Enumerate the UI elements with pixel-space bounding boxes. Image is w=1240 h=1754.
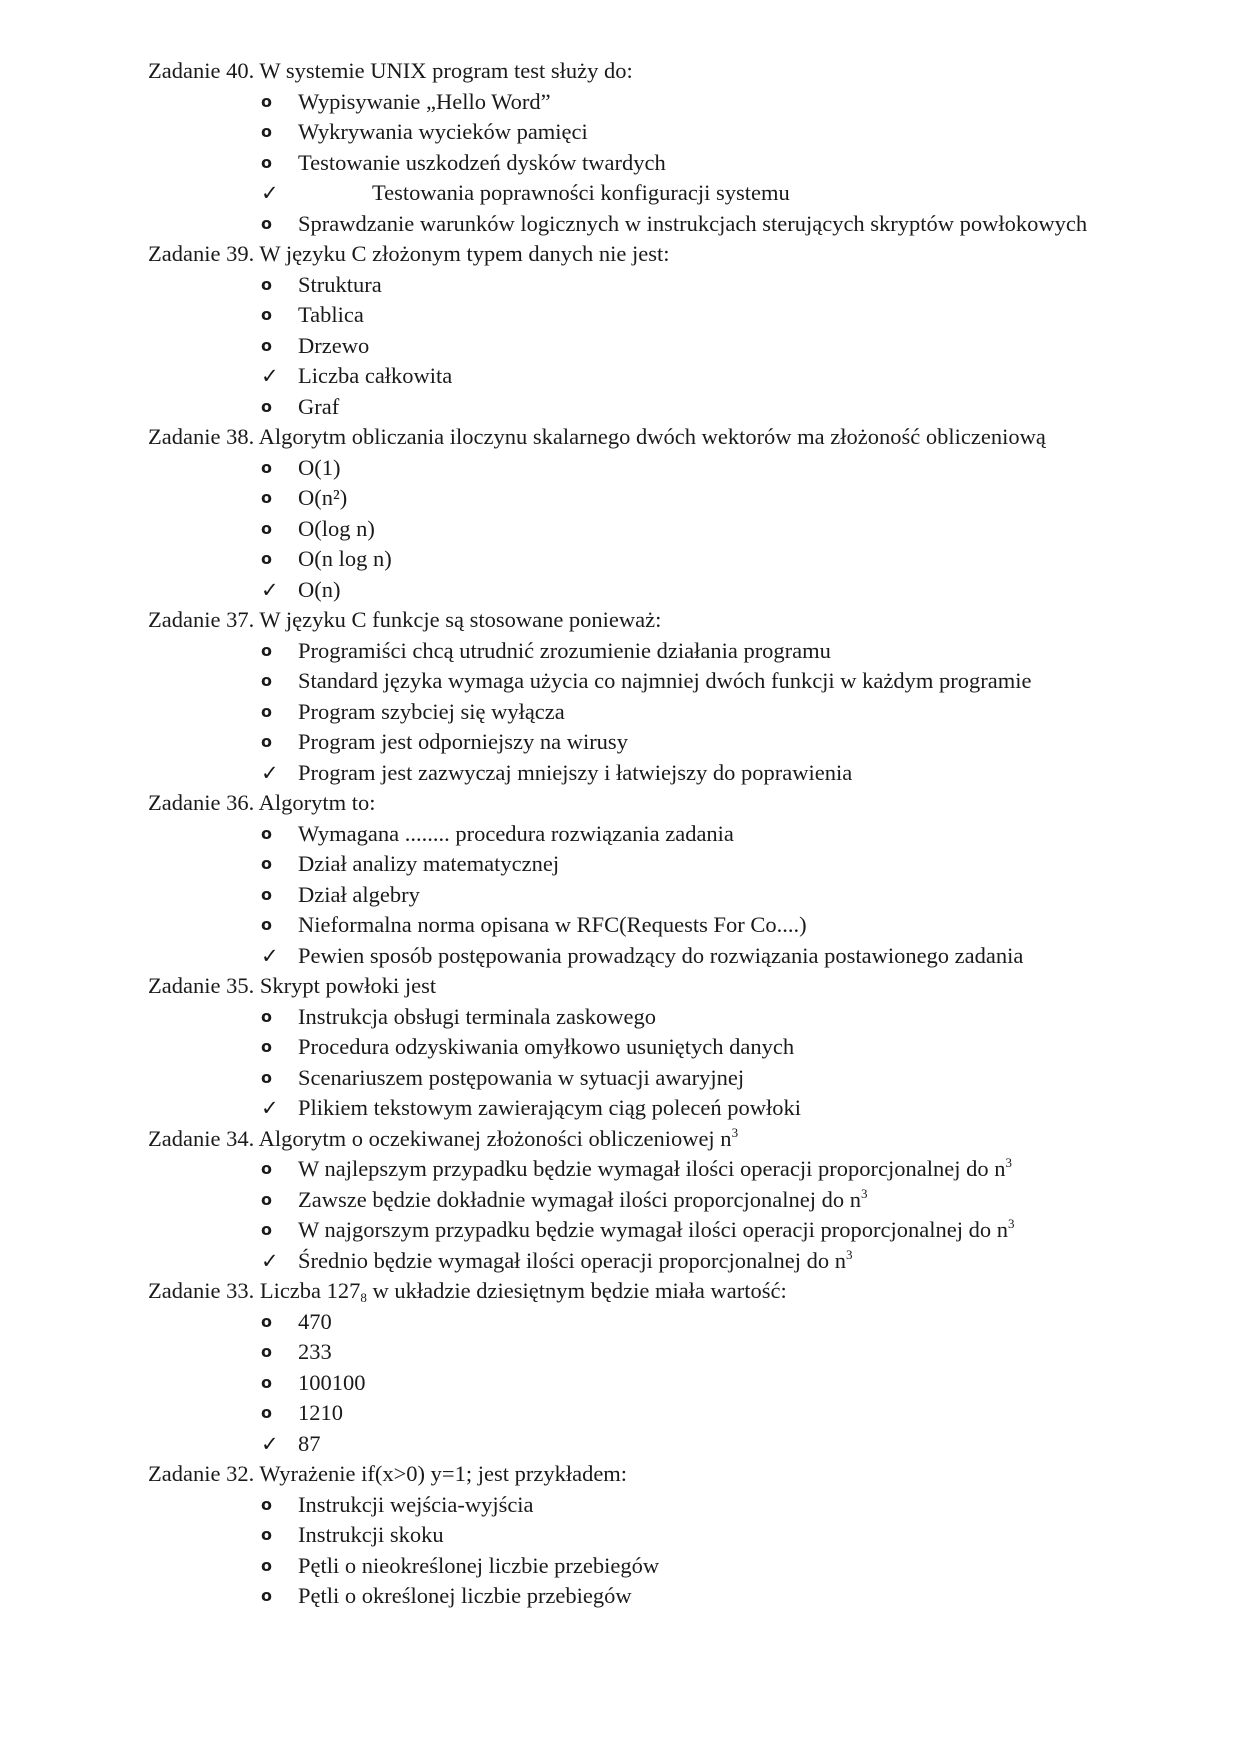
question-subscript: 8 [360,1290,367,1305]
answer-option [148,1032,1148,1063]
answer-option [148,1063,1148,1094]
circle-bullet-icon: o [261,1372,272,1392]
answer-text: Zawsze będzie dokładnie wymagał ilości proporcjonalnej do n [298,1186,861,1212]
task-question-tail: w układzie dziesiętnym będzie miała wartość: [366,1278,787,1303]
task-question-text: Zadanie 38. Algorytm obliczania iloczynu skalarnego dwóch wektorów ma złożoność obliczeniową [148,424,1046,449]
answer-text-wrap [298,1490,1148,1521]
circle-bullet-icon: o [261,823,272,843]
answer-text: O(log n) [298,515,375,541]
answer-text: Instrukcji skoku [298,1522,444,1547]
answer-list [148,636,1148,789]
answer-text-wrap [298,117,1148,148]
circle-bullet-icon: o [261,1067,272,1087]
answer-option-correct [148,758,1148,789]
task-question [148,788,1148,819]
answer-option [148,636,1148,667]
task-question [148,605,1148,636]
answer-list [148,819,1148,972]
answer-text: Program szybciej się wyłącza [298,698,565,724]
answer-option [148,727,1148,758]
answer-text: Liczba całkowita [298,363,453,388]
question-superscript: 3 [731,1124,739,1140]
circle-bullet-icon: o [261,854,272,873]
answer-text: Testowanie uszkodzeń dysków twardych [298,149,666,175]
check-mark-icon: ✓ [261,181,279,205]
answer-option-correct [148,941,1148,972]
answer-option [148,117,1148,148]
answer-option [148,1337,1148,1368]
answer-text-wrap [298,1429,1148,1460]
answer-text: Struktura [298,271,382,297]
answer-text: Program jest zazwyczaj mniejszy i łatwiejszy do poprawienia [298,759,853,785]
circle-bullet-icon: o [261,1494,272,1514]
check-mark-icon: ✓ [261,760,279,785]
answer-text-wrap [298,1185,1148,1216]
answer-option [148,1490,1148,1521]
answer-option-correct [148,1429,1148,1460]
answer-text: Pętli o nieokreślonej liczbie przebiegów [298,1552,660,1578]
circle-bullet-icon: o [261,396,272,416]
answer-text: W najlepszym przypadku będzie wymagał ilości operacji proporcjonalnej do n [298,1156,1006,1181]
answer-text-wrap [298,727,1148,758]
check-mark-icon: ✓ [261,1248,279,1273]
answer-text: Średnio będzie wymagał ilości operacji proporcjonalnej do n [298,1247,846,1273]
answer-text: Wypisywanie „Hello Word” [298,88,551,114]
task-question [148,1124,1148,1155]
answer-text-wrap [298,1002,1148,1033]
answer-text: O(n) [298,576,341,602]
circle-bullet-icon: o [261,335,272,355]
answer-superscript: 3 [1007,1216,1015,1231]
answer-text-wrap [298,178,1148,209]
answer-text: Instrukcja obsługi terminala zaskowego [298,1003,657,1029]
answer-option-correct [148,178,1148,209]
answer-option [148,270,1148,301]
task-question-text: Zadanie 35. Skrypt powłoki jest [148,973,437,998]
answer-text-wrap [298,758,1148,789]
answer-superscript: 3 [1005,1155,1012,1170]
answer-superscript: 3 [845,1246,853,1262]
quiz-task [148,422,1148,605]
task-question-text: Zadanie 39. W języku C złożonym typem danych nie jest: [148,241,670,266]
circle-bullet-icon: o [261,1342,272,1361]
circle-bullet-icon: o [261,213,272,233]
answer-list [148,270,1148,423]
answer-text-wrap [298,1398,1148,1429]
answer-option [148,209,1148,240]
task-question-text: Zadanie 40. W systemie UNIX program test służy do: [148,58,633,83]
answer-text-wrap [298,1093,1148,1124]
answer-text-wrap [298,910,1148,941]
answer-text-wrap [298,1307,1148,1338]
circle-bullet-icon: o [261,305,272,324]
task-question-text: Zadanie 33. Liczba 127 [148,1278,361,1303]
answer-option [148,1368,1148,1399]
circle-bullet-icon: o [261,1220,272,1239]
answer-text-wrap [298,361,1148,392]
answer-text-wrap [298,148,1148,179]
answer-option [148,300,1148,331]
answer-text-wrap [298,1154,1148,1185]
answer-option [148,697,1148,728]
answer-option [148,1398,1148,1429]
answer-text: O(n²) [298,485,348,510]
answer-text-wrap [298,636,1148,667]
answer-option [148,1215,1148,1246]
answer-option [148,1520,1148,1551]
answer-text: Program jest odporniejszy na wirusy [298,729,628,754]
answer-option [148,910,1148,941]
quiz-task [148,1276,1148,1459]
quiz-task [148,1124,1148,1277]
answer-text: O(1) [298,454,341,480]
answer-text-wrap [298,1368,1148,1399]
answer-text: Sprawdzanie warunków logicznych w instrukcjach sterujących skryptów powłokowych [298,210,1088,236]
circle-bullet-icon: o [261,1311,272,1331]
circle-bullet-icon: o [261,884,272,904]
answer-text-wrap [298,483,1148,514]
answer-text: Dział algebry [298,881,420,907]
answer-option [148,1185,1148,1216]
circle-bullet-icon: o [261,915,272,934]
answer-text: Instrukcji wejścia-wyjścia [298,1491,534,1517]
answer-text-wrap [298,666,1148,697]
answer-text-wrap [298,209,1148,240]
quiz-task [148,239,1148,422]
answer-text-wrap [298,1581,1148,1612]
answer-text: 470 [298,1308,332,1334]
circle-bullet-icon: o [261,671,272,690]
answer-text: Pętli o określonej liczbie przebiegów [298,1583,632,1608]
answer-option [148,148,1148,179]
answer-text-wrap [298,453,1148,484]
task-question [148,239,1148,270]
answer-option [148,880,1148,911]
check-mark-icon: ✓ [261,943,279,968]
task-question [148,56,1148,87]
answer-option-correct [148,575,1148,606]
answer-text: O(n log n) [298,546,392,571]
answer-text-wrap [298,87,1148,118]
answer-text-wrap [298,300,1148,331]
task-question [148,971,1148,1002]
circle-bullet-icon: o [261,549,272,568]
check-mark-icon: ✓ [261,1096,279,1120]
circle-bullet-icon: o [261,122,272,141]
answer-list [148,1002,1148,1124]
circle-bullet-icon: o [261,1555,272,1575]
answer-text-wrap [298,575,1148,606]
check-mark-icon: ✓ [261,1431,279,1456]
answer-list [148,1154,1148,1276]
answer-text: Pewien sposób postępowania prowadzący do rozwiązania postawionego zadania [298,942,1024,968]
answer-text-wrap [298,1063,1148,1094]
circle-bullet-icon: o [261,1525,272,1544]
circle-bullet-icon: o [261,1189,272,1209]
circle-bullet-icon: o [261,274,272,294]
answer-option [148,331,1148,362]
answer-option [148,1581,1148,1612]
answer-text: 100100 [298,1369,366,1395]
answer-text: 1210 [298,1400,343,1425]
answer-text-wrap [298,514,1148,545]
answer-text-wrap [298,1551,1148,1582]
circle-bullet-icon: o [261,1159,272,1178]
circle-bullet-icon: o [261,732,272,751]
answer-text: Standard języka wymaga użycia co najmniej dwóch funkcji w każdym programie [298,668,1032,693]
answer-text-wrap [298,270,1148,301]
circle-bullet-icon: o [261,1403,272,1422]
answer-text: 87 [298,1430,321,1456]
answer-option [148,514,1148,545]
answer-text: Dział analizy matematycznej [298,851,560,876]
quiz-task [148,788,1148,971]
answer-text-wrap [298,544,1148,575]
answer-text-wrap [298,941,1148,972]
answer-list [148,1490,1148,1612]
quiz-document [148,56,1148,1612]
task-question-text: Zadanie 36. Algorytm to: [148,790,376,815]
answer-option [148,453,1148,484]
circle-bullet-icon: o [261,1006,272,1026]
quiz-task [148,971,1148,1124]
answer-text-wrap [298,849,1148,880]
check-mark-icon: ✓ [261,364,279,388]
answer-text-wrap [298,392,1148,423]
answer-text-wrap [298,1032,1148,1063]
answer-list [148,87,1148,240]
circle-bullet-icon: o [261,1037,272,1056]
circle-bullet-icon: o [261,640,272,660]
task-question-text: Zadanie 32. Wyrażenie if(x>0) y=1; jest przykładem: [148,1461,628,1486]
answer-text: Procedura odzyskiwania omyłkowo usuniętych danych [298,1034,795,1059]
answer-option [148,819,1148,850]
answer-text-wrap [298,1337,1148,1368]
answer-text: 233 [298,1339,332,1364]
answer-option [148,544,1148,575]
answer-text: Scenariuszem postępowania w sytuacji awaryjnej [298,1064,745,1090]
circle-bullet-icon: o [261,701,272,721]
answer-text-wrap [298,697,1148,728]
task-question [148,1459,1148,1490]
answer-option-correct [148,361,1148,392]
answer-text: Tablica [298,302,364,327]
answer-option [148,1307,1148,1338]
answer-option [148,483,1148,514]
answer-option [148,1154,1148,1185]
answer-list [148,453,1148,606]
circle-bullet-icon: o [261,152,272,172]
answer-text: Testowania poprawności konfiguracji systemu [372,180,790,205]
answer-text: Wymagana ........ procedura rozwiązania zadania [298,820,734,846]
answer-option [148,87,1148,118]
answer-superscript: 3 [860,1185,868,1201]
circle-bullet-icon: o [261,488,272,507]
check-mark-icon: ✓ [261,577,279,602]
circle-bullet-icon: o [261,518,272,538]
answer-text: Programiści chcą utrudnić zrozumienie działania programu [298,637,831,663]
answer-text-wrap [298,880,1148,911]
answer-text-wrap [298,1215,1148,1246]
quiz-task [148,56,1148,239]
answer-text: Drzewo [298,332,370,358]
circle-bullet-icon: o [261,91,272,111]
task-question-text: Zadanie 37. W języku C funkcje są stosowane ponieważ: [148,607,662,632]
answer-text: Nieformalna norma opisana w RFC(Requests For Co....) [298,912,807,937]
answer-option [148,666,1148,697]
quiz-task [148,1459,1148,1612]
answer-text-wrap [298,331,1148,362]
answer-option-correct [148,1246,1148,1277]
answer-text: Plikiem tekstowym zawierającym ciąg poleceń powłoki [298,1095,801,1120]
answer-text: Wykrywania wycieków pamięci [298,119,588,144]
answer-option-correct [148,1093,1148,1124]
answer-option [148,1002,1148,1033]
task-question [148,1276,1148,1307]
answer-text: Graf [298,393,340,419]
circle-bullet-icon: o [261,457,272,477]
answer-option [148,849,1148,880]
answer-option [148,1551,1148,1582]
answer-text-wrap [298,819,1148,850]
answer-list [148,1307,1148,1460]
quiz-task [148,605,1148,788]
answer-text-wrap [298,1520,1148,1551]
answer-option [148,392,1148,423]
task-question-text: Zadanie 34. Algorytm o oczekiwanej złożoności obliczeniowej n [148,1125,732,1151]
answer-text-wrap [298,1246,1148,1277]
task-question [148,422,1148,453]
circle-bullet-icon: o [261,1586,272,1605]
answer-text: W najgorszym przypadku będzie wymagał ilości operacji proporcjonalnej do n [298,1217,1008,1242]
